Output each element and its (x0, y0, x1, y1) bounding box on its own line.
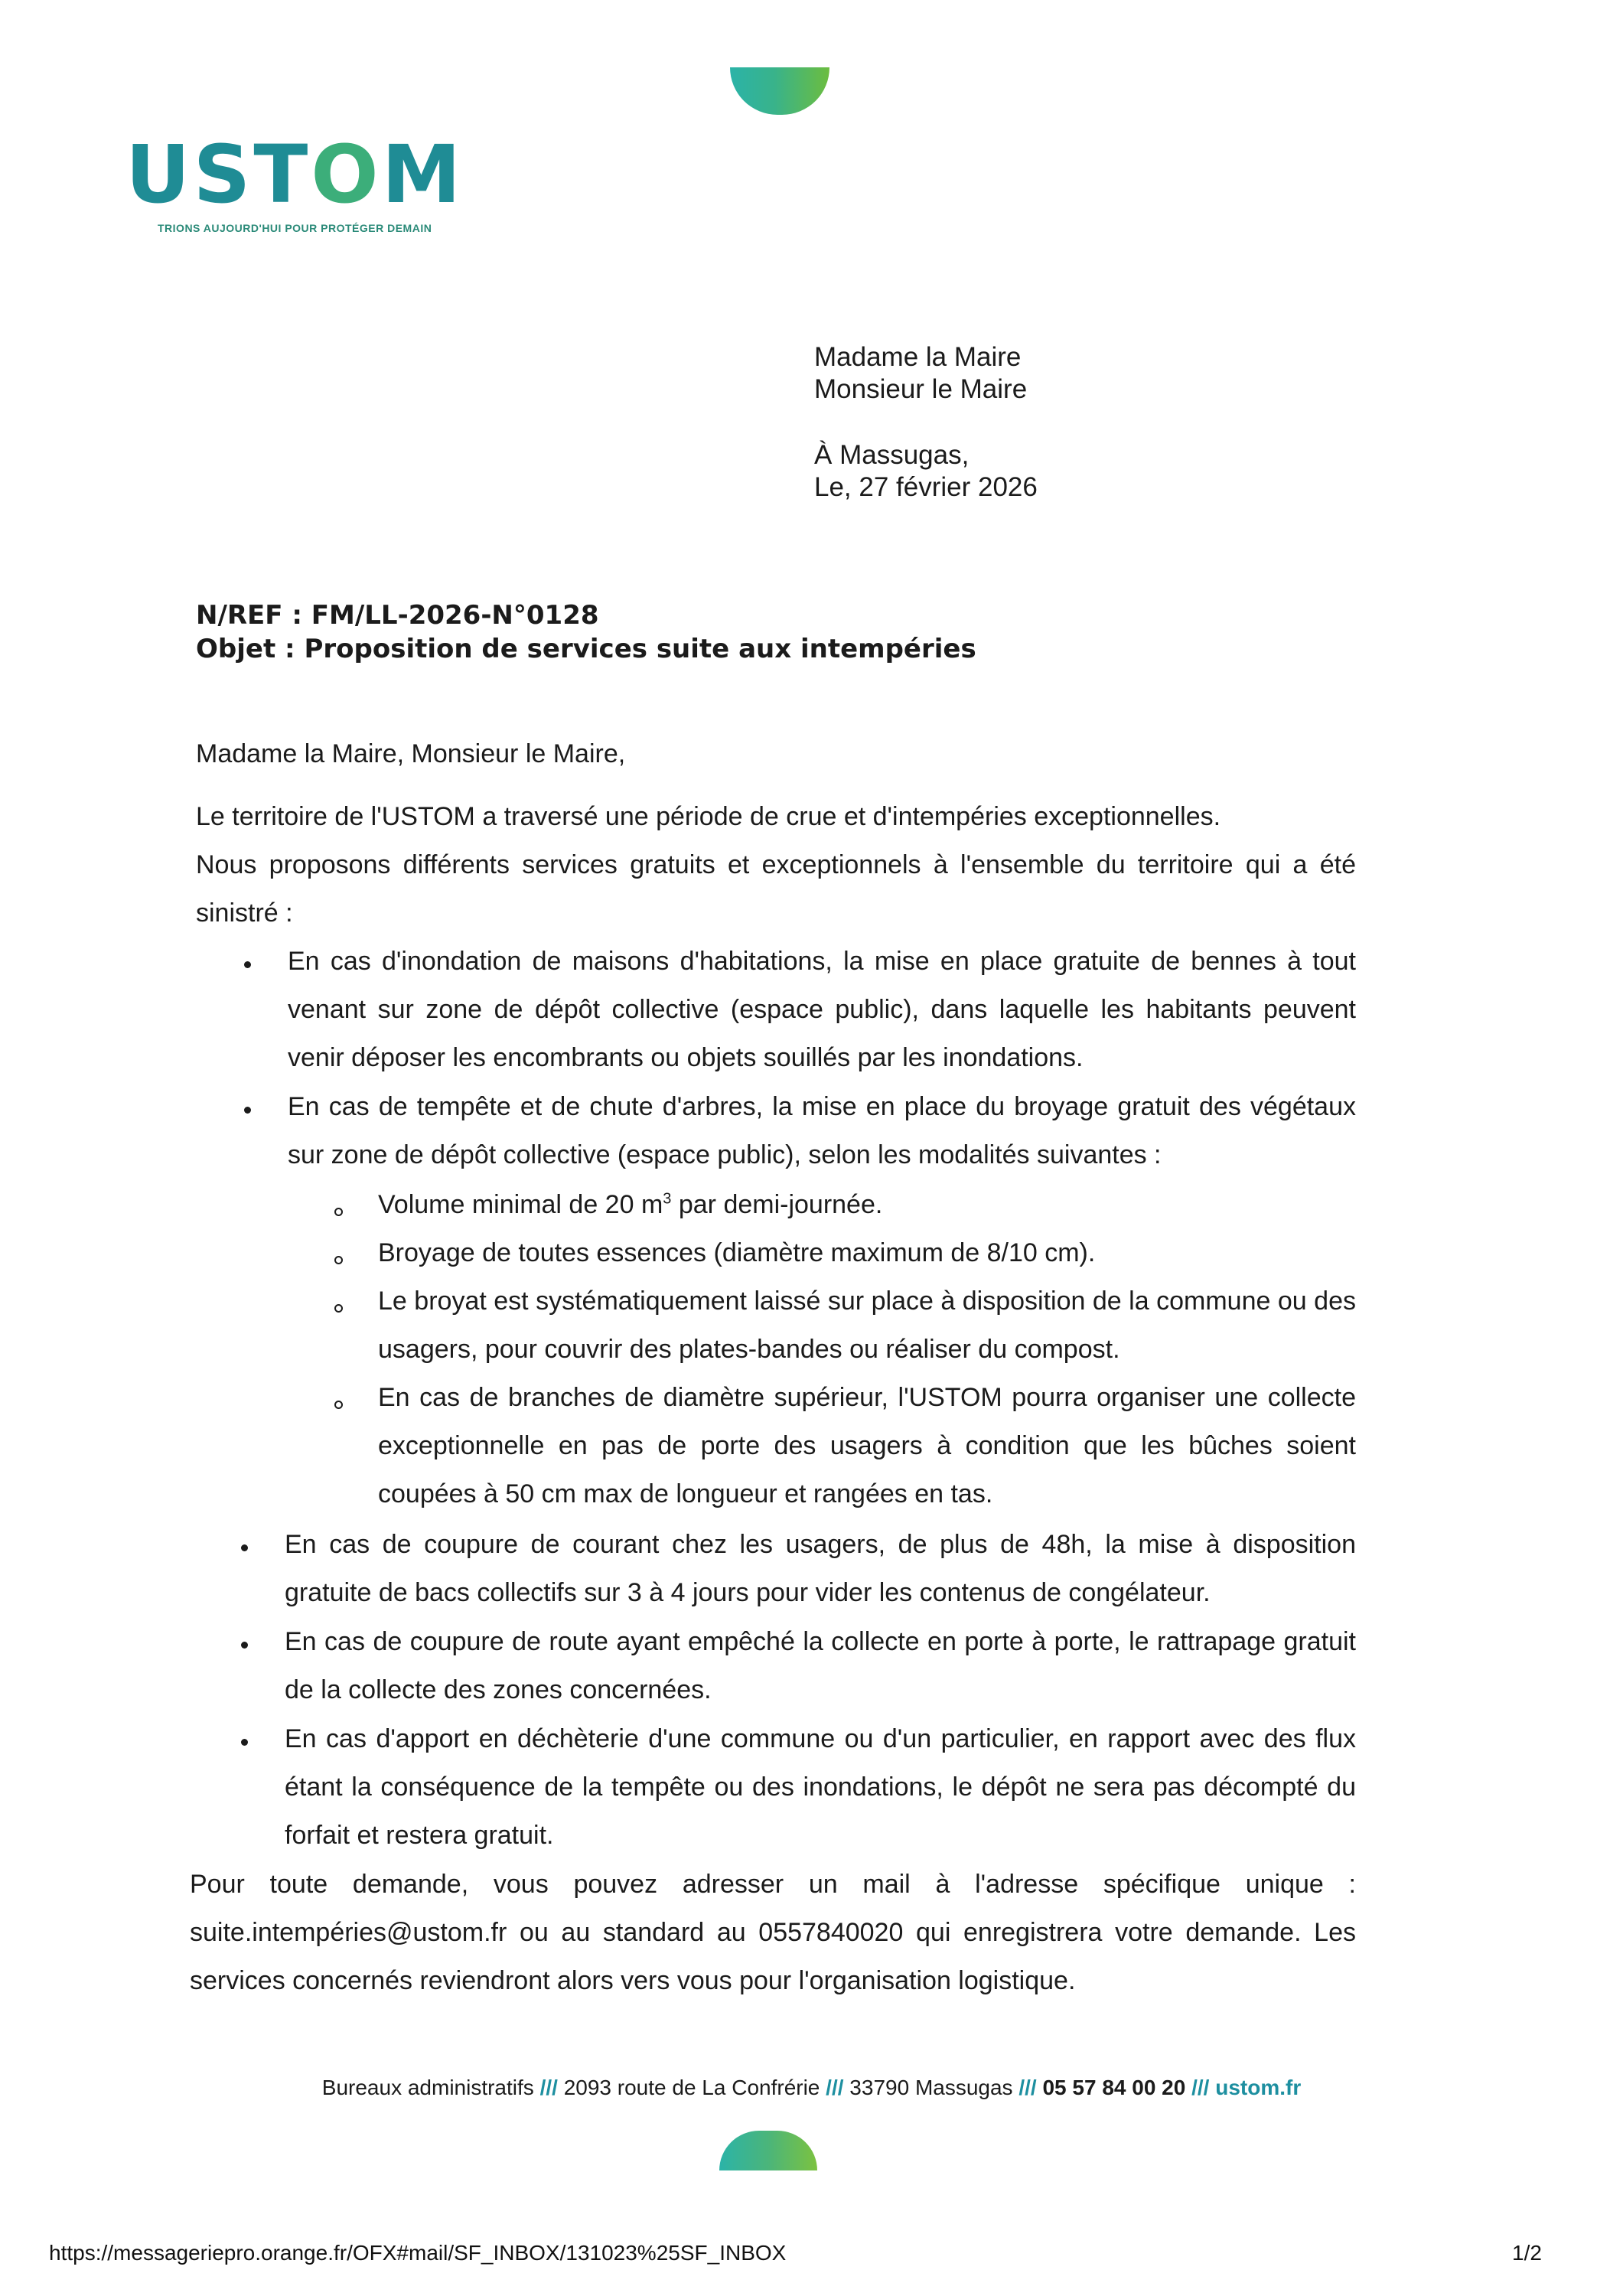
intro-line-1: Le territoire de l'USTOM a traversé une période de crue et d'intempéries exceptionnelles. (196, 802, 1221, 831)
salutation: Madame la Maire, Monsieur le Maire, (196, 739, 626, 768)
top-decorative-arc (730, 67, 829, 115)
object-line: Objet : Proposition de services suite aux intempéries (196, 634, 976, 664)
bullet-item: En cas de tempête et de chute d'arbres, la mise en place du broyage gratuit des végétaux sur zone de dépôt collective (espace public), selon les modalités suivantes : (288, 1092, 1356, 1169)
bullet-item: En cas de coupure de route ayant empêché la collecte en porte à porte, le rattrapage gratuit de la collecte des zones concernées. (285, 1627, 1356, 1704)
logo-letter-m: M (381, 128, 464, 221)
logo-letters-ust: UST (125, 128, 311, 221)
intro-line-2: Nous proposons différents services gratuits et exceptionnels à l'ensemble du territoire qui a été sinistré : (196, 850, 1356, 928)
logo-recycle-o: O (311, 128, 382, 221)
recipient-line-2: Monsieur le Maire (814, 374, 1028, 404)
ustom-logo (125, 130, 493, 253)
reference-number: N/REF : FM/LL-2026-N°0128 (196, 600, 599, 631)
sub-bullet-item: En cas de branches de diamètre supérieur, l'USTOM pourra organiser une collecte exceptionnelle en pas de porte des usagers à condition que les bûches soient coupées à 50 cm max de longueur et rangées en tas. (378, 1383, 1356, 1508)
bullet-dot (244, 961, 251, 968)
bullet-item: En cas d'apport en déchèterie d'une commune ou d'un particulier, en rapport avec des flux étant la conséquence de la tempête ou des inondations, le dépôt ne sera pas décompté du forfait et restera gratuit. (285, 1724, 1356, 1850)
sub-bullet-item: Le broyat est systématiquement laissé sur place à disposition de la commune ou des usagers, pour couvrir des plates-bandes ou réaliser du compost. (378, 1287, 1356, 1364)
bottom-decorative-arc (719, 2131, 817, 2170)
sub-bullet-item: Volume minimal de 20 $m^3$ par demi-journée. (378, 1190, 883, 1219)
sub-bullet-circle (334, 1256, 343, 1264)
date: Le, 27 février 2026 (814, 472, 1038, 502)
sub-bullet-circle (334, 1208, 343, 1216)
sub-bullet-circle (334, 1304, 343, 1313)
footer-address: 2093 route de La Confrérie (563, 2076, 820, 2099)
logo-tagline: TRIONS AUJOURD'HUI POUR PROTÉGER DEMAIN (158, 222, 432, 234)
reference-block (196, 598, 976, 666)
bullet-dot (244, 1107, 251, 1114)
sub-bullet-circle (334, 1401, 343, 1409)
bullet-item: En cas de coupure de courant chez les usagers, de plus de 48h, la mise à disposition gratuite de bacs collectifs sur 3 à 4 jours pour vider les contenus de congélateur. (285, 1530, 1356, 1607)
footer-phone: 05 57 84 00 20 (1042, 2076, 1186, 2099)
print-page-number: 1/2 (1512, 2241, 1542, 2265)
recipient-line-1: Madame la Maire (814, 342, 1022, 372)
letter-footer: Bureaux administratifs /// 2093 route de La Confrérie /// 33790 Massugas /// 05 57 84 00 20 /// ustom.fr (321, 2076, 1302, 2099)
closing-paragraph: Pour toute demande, vous pouvez adresser un mail à l'adresse spécifique unique : suite.intempéries@ustom.fr ou au standard au 0557840020 qui enregistrera votre demande. Les services concernés reviendront alors vers vous pour l'organisation logistique. (190, 1870, 1356, 1995)
bullet-dot (241, 1739, 248, 1746)
footer-label: Bureaux administratifs (321, 2076, 534, 2099)
footer-website-link[interactable]: ustom.fr (1215, 2076, 1302, 2099)
print-url: https://messageriepro.orange.fr/OFX#mail/SF_INBOX/131023%25SF_INBOX (49, 2241, 787, 2265)
bullet-dot (241, 1544, 248, 1551)
bullet-dot (241, 1642, 248, 1649)
footer-city: 33790 Massugas (849, 2076, 1013, 2099)
bullet-item: En cas d'inondation de maisons d'habitations, la mise en place gratuite de bennes à tout venant sur zone de dépôt collective (espace public), dans laquelle les habitants peuvent venir déposer les encombrants ou objets souillés par les inondations. (288, 947, 1356, 1072)
sub-bullet-item: Broyage de toutes essences (diamètre maximum de 8/10 cm). (378, 1238, 1096, 1267)
place: À Massugas, (814, 440, 970, 470)
logo-wordmark (125, 130, 464, 219)
